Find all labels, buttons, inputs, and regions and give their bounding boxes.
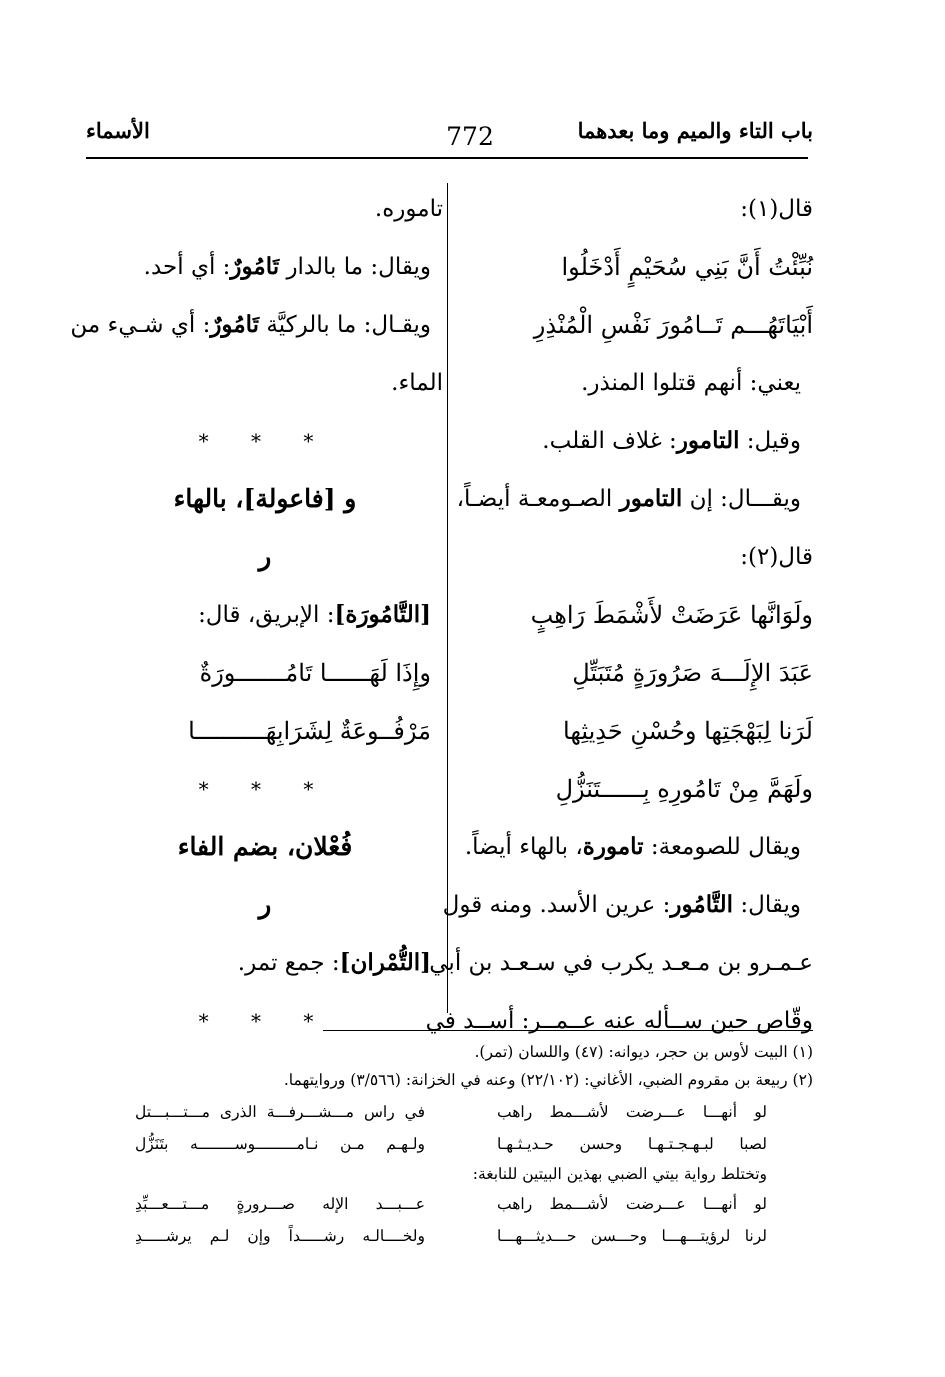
footnote-rule bbox=[323, 1030, 813, 1031]
text-line: يعني: أنهم قتلوا المنذر. bbox=[581, 370, 801, 396]
footnote-verse: ولخــــالـه رشـــــداً وإن لـم يرشـــــدِ bbox=[135, 1227, 425, 1245]
text-line: قال(٢): bbox=[740, 544, 813, 570]
verse-line: وإِذَا لَهَــــــا تَامُـــــــورَةٌ bbox=[199, 659, 431, 687]
right-column bbox=[425, 180, 813, 1050]
entry-line: [التَّامُورَة]: الإبريق، قال: bbox=[198, 601, 431, 628]
left-column bbox=[70, 180, 443, 1050]
footnote-text: وتختلط رواية بيتي الضبي بهذين البيتين للنابغة: bbox=[472, 1165, 767, 1183]
text-line: تاموره. bbox=[374, 196, 443, 222]
section-title: الأسماء bbox=[86, 118, 150, 143]
chapter-title: باب التاء والميم وما بعدهما bbox=[577, 118, 813, 143]
root-letter: ر bbox=[258, 542, 272, 572]
section-separator: * * * bbox=[198, 429, 332, 453]
verse-line: نُبِّئْتُ أَنَّ بَنِي سُحَيْمٍ أَدْخَلُوا bbox=[561, 253, 813, 281]
footnote-verse: لو أنهـــا عـــرضت لأشـــمط راهب bbox=[497, 1103, 767, 1121]
footnote-1: (١) البيت لأوس بن حجر، ديوانه: (٤٧) واللسان (تمر). bbox=[474, 1043, 813, 1061]
footnote-verse: لصبا لبـهـجـتـهـا وحسن حـديـثـهـا bbox=[497, 1135, 767, 1153]
text-line: ويقال: التَّامُور: عرين الأسد. ومنه قول bbox=[442, 891, 801, 918]
section-separator: * * * bbox=[198, 777, 332, 801]
verse-line: ولَوَانَّها عَرَضَتْ لأَشْمَطَ رَاهِبٍ bbox=[530, 601, 813, 629]
footnote-verse: لرنا لرؤيتـــهـــا وحـــسن حـــديثـــهـــا bbox=[497, 1227, 767, 1245]
verse-line: عَبَدَ الإِلَـــهَ صَرُورَةٍ مُتَبَتِّلِ bbox=[572, 659, 813, 687]
text-line: الماء. bbox=[391, 370, 443, 396]
section-separator: * * * bbox=[198, 1009, 332, 1033]
verse-line: مَرْفُــوعَةٌ لِشَرَابِهَــــــــــا bbox=[188, 717, 431, 745]
text-line: وقيل: التامور: غلاف القلب. bbox=[542, 427, 801, 454]
footnote-verse: ولـهـم مـن نـامـــــــــوســــــــه بتَنَزُّل bbox=[135, 1135, 425, 1153]
footnote-verse: في راس مـــشـــرفـــة الذرى مـــتـــبـــتل bbox=[135, 1103, 425, 1121]
text-line: قال(١): bbox=[740, 196, 813, 222]
text-line: ويقال: ما بالدار تَامُورٌ: أي أحد. bbox=[143, 253, 431, 280]
page-number: 772 bbox=[446, 122, 494, 151]
text-line: ويقـال: ما بالركيَّة تَامُورٌ: أي شـيء من bbox=[70, 311, 431, 338]
footnote-verse: لو أنهـــا عـــرضت لأشـــمط راهب bbox=[497, 1195, 767, 1213]
text-line: وقّاص حين ســأله عنه عــمــر: أســد في bbox=[425, 1008, 813, 1034]
section-heading: فُعْلان، بضم الفاء bbox=[177, 832, 353, 861]
text-line: ويقال للصومعة: تامورة، بالهاء أيضاً. bbox=[464, 833, 801, 860]
footnote-verse: عـــبـــد الإله صـــرورةٍ مـــتـــعـــبِّدِ bbox=[135, 1195, 425, 1213]
text-line: عـمـرو بن مـعـد يكرب في سـعـد بن أبي bbox=[429, 950, 813, 976]
verse-line: ولَهَمَّ مِنْ تَامُورِهِ بِــــــتَنَزُّلِ bbox=[555, 775, 813, 803]
text-line: ويقـــال: إن التامور الصـومعـة أيضـاً، bbox=[456, 485, 801, 512]
verse-line: لَرَنا لِبَهْجَتِها وحُسْنِ حَدِيثِها bbox=[563, 717, 813, 745]
entry-line: [التُّمْران]: جمع تمر. bbox=[237, 949, 431, 976]
header-rule bbox=[86, 157, 808, 159]
footnote-2: (٢) ربيعة بن مقروم الضبي، الأغاني: (٢٢/١٠٢) وعنه في الخزانة: (٣/٥٦٦) وروايتهما. bbox=[283, 1071, 813, 1089]
section-heading: و [فاعولة]، بالهاء bbox=[173, 484, 357, 513]
verse-line: أَبْيَاتَهُـــم تَــامُورَ نَفْسِ الْمُنْذِرِ bbox=[533, 311, 813, 339]
root-letter: ر bbox=[258, 890, 272, 920]
